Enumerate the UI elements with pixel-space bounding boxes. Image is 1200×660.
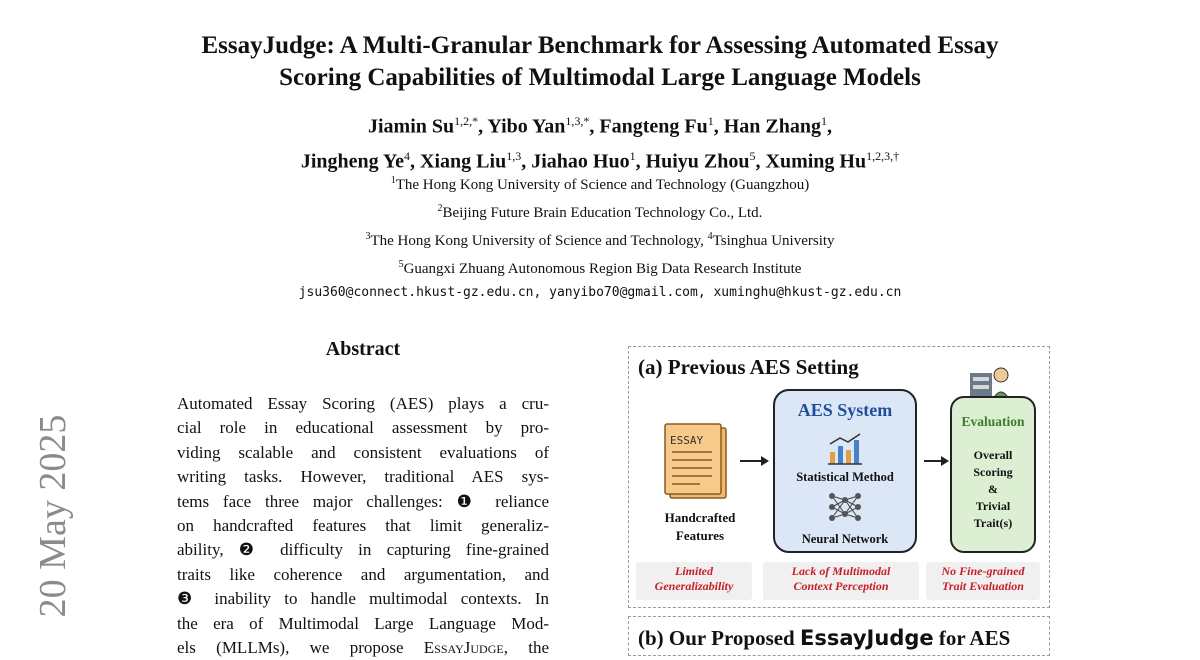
author: Xiang Liu — [420, 150, 507, 173]
author: Jiahao Huo — [531, 150, 630, 173]
aff-text: Guangxi Zhuang Autonomous Region Big Data Research Institute — [403, 261, 802, 277]
author-sup: 4 — [404, 148, 411, 163]
author: Yibo Yan — [487, 115, 566, 138]
essayjudge-name: EssayJudge — [423, 638, 504, 658]
aff-text: Beijing Future Brain Education Technology Co., Ltd. — [442, 205, 763, 221]
panel-a-title: (a) Previous AES Setting — [638, 355, 859, 379]
panel-b-brand: EssayJudge — [800, 626, 934, 650]
author-sup: 1,2,3,† — [866, 148, 900, 163]
panel-b-title-text: (b) Our Proposed — [638, 626, 800, 650]
aes-system-title: AES System — [797, 400, 893, 420]
abstract-line: on handcrafted features that limit generaliz- — [177, 516, 549, 536]
arxiv-side-date — [28, 406, 78, 626]
author: Jiamin Su — [367, 115, 455, 138]
abstract-line: viding scalable and consistent evaluations of — [177, 442, 549, 462]
abstract-heading: Abstract — [325, 338, 401, 360]
evaluation-line: Overall — [973, 448, 1013, 462]
essay-document-icon — [660, 420, 732, 502]
statistics-chart-icon — [826, 432, 864, 466]
paper-title — [100, 30, 1100, 94]
limitation-line: Lack of Multimodal — [791, 564, 891, 578]
title-line-1: EssayJudge: A Multi-Granular Benchmark for Assessing Automated Essay — [201, 32, 999, 59]
essay-icon-label: ESSAY — [670, 434, 704, 447]
affiliation-3-4 — [100, 228, 1100, 250]
limitation-line: No Fine-grained — [941, 564, 1025, 578]
author-sup: 1 — [821, 114, 828, 128]
limitation-fine-grained — [926, 562, 1040, 600]
abstract-text: els (MLLMs), we propose — [177, 638, 424, 658]
author-sup: 5 — [749, 148, 756, 163]
handcrafted-line: Handcrafted — [664, 510, 736, 525]
aff-sup: 3 — [365, 231, 371, 242]
affiliation-5 — [100, 256, 1100, 278]
author-sup: 1 — [629, 148, 636, 163]
affiliation-1 — [100, 172, 1100, 194]
abstract-line: traits like coherence and argumentation, and — [177, 564, 549, 584]
evaluation-line: & — [988, 482, 998, 496]
abstract-line: ❸ inability to handle multimodal contexts. In — [177, 589, 549, 609]
abstract-line: ability, ❷ difficulty in capturing fine-grained — [177, 540, 549, 560]
aff-text: The Hong Kong University of Science and Technology, — [370, 233, 704, 249]
abstract-line: Automated Essay Scoring (AES) plays a cru- — [177, 394, 549, 413]
affiliation-2 — [100, 200, 1100, 222]
arrow-to-evaluation — [924, 460, 942, 462]
statistical-method-label: Statistical Method — [796, 470, 894, 484]
abstract-text: , the — [503, 638, 549, 658]
arrow-to-aes — [740, 460, 762, 462]
evaluation-title: Evaluation — [961, 414, 1025, 429]
aff-sup: 1 — [390, 175, 396, 186]
limitation-line: Generalizability — [654, 579, 734, 593]
evaluation-line: Scoring — [973, 465, 1013, 479]
author-sup: 1,2,* — [454, 114, 479, 128]
panel-b-title — [638, 626, 1010, 651]
author-sup: 1,3,* — [565, 114, 590, 128]
panel-b-title-text: for AES — [933, 626, 1011, 650]
abstract-line-last — [177, 636, 549, 660]
aff-sup: 4 — [707, 231, 713, 242]
limitation-multimodal — [763, 562, 919, 600]
neural-network-icon — [827, 490, 863, 524]
limitation-line: Context Perception — [793, 579, 889, 593]
aff-text: Tsinghua University — [712, 233, 835, 249]
author: Jingheng Ye — [300, 150, 405, 173]
aff-sup: 5 — [398, 259, 404, 270]
author: Xuming Hu — [765, 150, 867, 173]
abstract-line: writing tasks. However, traditional AES sys- — [177, 467, 549, 487]
author: Huiyu Zhou — [645, 150, 750, 173]
neural-network-label: Neural Network — [801, 532, 889, 546]
handcrafted-line: Features — [675, 528, 725, 543]
author-sup: 1 — [707, 114, 714, 128]
limitation-line: Trait Evaluation — [942, 579, 1024, 593]
title-line-2: Scoring Capabilities of Multimodal Large Language Models — [279, 64, 921, 91]
author-sup: 1,3 — [506, 148, 522, 163]
evaluation-items — [950, 447, 1036, 532]
evaluation-line: Trivial — [975, 499, 1011, 513]
author-list: Jiamin $Su^{1,2,*}$, Yibo Yan$^{1,3,*}$, Fangteng Fu$^1$, Han Zhang$^1$, Jingheng Ye$^4$, Xiang Liu$^{1,3}$, Jiahao Huo$^1$, Huiyu Zhou$^5$, Xuming $Hu^{1,2,3,\dagger}$ — [300, 114, 900, 173]
side-date-text: 20 May 2025 — [32, 414, 74, 618]
abstract-line: cial role in educational assessment by pro- — [177, 418, 549, 438]
aff-sup: 2 — [437, 203, 443, 214]
author: Han Zhang — [723, 115, 822, 138]
abstract-line: the era of Multimodal Large Language Mod- — [177, 613, 549, 633]
abstract-body — [177, 392, 549, 660]
aff-text: The Hong Kong University of Science and Technology (Guangzhou) — [395, 177, 810, 193]
evaluation-line: Trait(s) — [973, 516, 1013, 530]
handcrafted-features-label — [640, 509, 760, 545]
author-emails: jsu360@connect.hkust-gz.edu.cn, yanyibo70@gmail.com, xuminghu@hkust-gz.edu.cn — [298, 285, 902, 300]
limitation-generalizability — [636, 562, 752, 600]
limitation-line: Limited — [675, 564, 713, 578]
abstract-line: tems face three major challenges: ❶ reliance — [177, 491, 549, 511]
author: Fangteng Fu — [599, 115, 708, 138]
